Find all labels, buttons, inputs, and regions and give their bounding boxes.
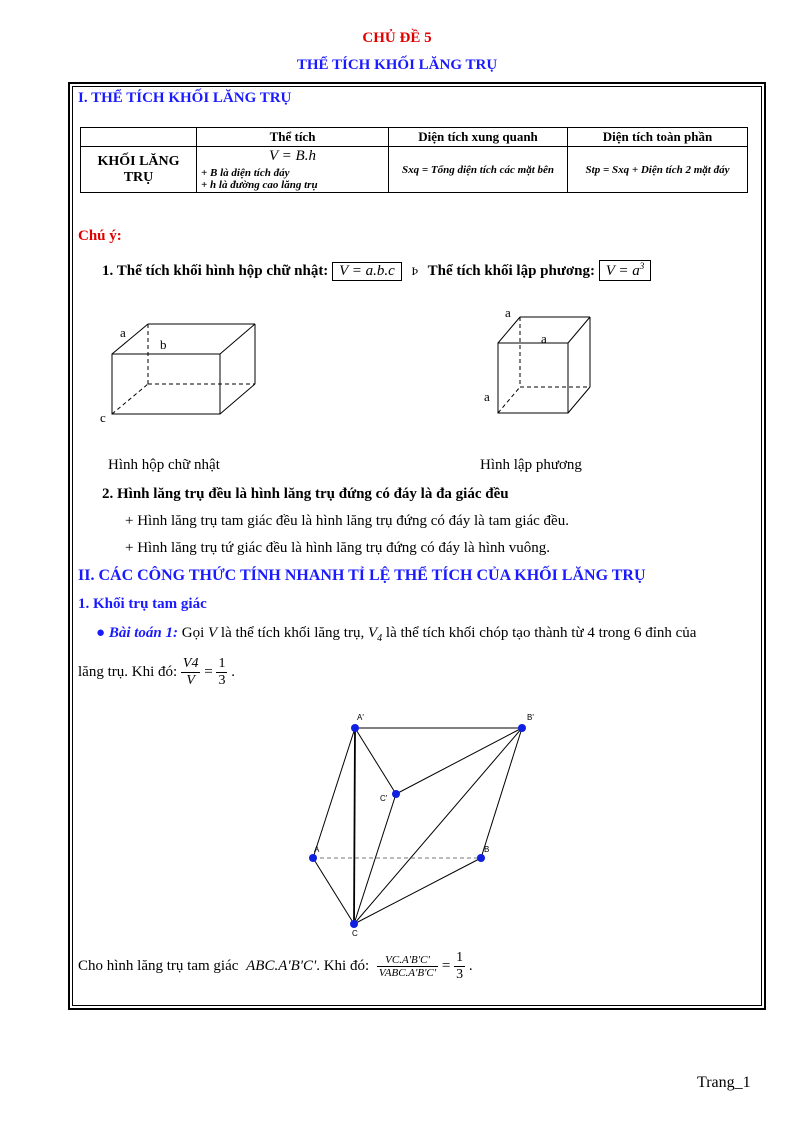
problem1-text-3: là thể tích khối chóp tạo thành từ 4 trong 6 đỉnh của	[385, 625, 697, 641]
label-A: A	[314, 845, 320, 854]
section2-sub1: 1. Khối trụ tam giác	[78, 596, 207, 612]
prism-figure	[300, 708, 550, 938]
ratio-equals: =	[204, 664, 213, 680]
ratio-one-third: $\frac{1}{3}$	[218, 656, 226, 688]
cube-label-left: a	[484, 389, 490, 404]
vertex-A	[309, 854, 317, 862]
caption-box: Hình hộp chữ nhật	[108, 457, 220, 473]
table-cell-lateral: Sxq = Tổng diện tích các mặt bên	[389, 147, 568, 193]
table-header-volume: Thể tích	[197, 128, 389, 147]
conclusion-line: Cho hình lăng trụ tam giác ABC.A'B'C'. Khi đó: $\frac{VC.A'B'C'}{\text{VABC.A'B'C'}}$ = $\frac{1}{3}$ .	[78, 950, 473, 982]
bullet-icon: ●	[96, 625, 106, 641]
note-item2-square: + Hình lăng trụ tứ giác đều là hình lăng trụ đứng có đáy là hình vuông.	[125, 540, 551, 556]
problem1-line2: lăng trụ. Khi đó: $\frac{V4}{V}$ = $\frac{1}{3}$ .	[78, 656, 235, 688]
problem1-label: Bài toán 1:	[108, 625, 178, 641]
table-cell-volume	[197, 147, 389, 193]
problem1-text-2: là thể tích khối lăng trụ,	[220, 625, 365, 641]
ratio-v4-v: $\frac{V4}{V}$	[182, 656, 199, 688]
problem1-V4: $V_4$	[367, 625, 383, 644]
note-item1-cube-text: Thể tích khối lập phương:	[427, 263, 596, 279]
vertex-C	[350, 920, 358, 928]
cube-label-inner: a	[541, 331, 547, 346]
vertex-B1	[518, 724, 526, 732]
table-header-empty	[81, 128, 197, 147]
page-title: THỂ TÍCH KHỐI LĂNG TRỤ	[296, 57, 498, 73]
table-row-label: KHỐI LĂNG TRỤ	[81, 147, 197, 193]
volume-table	[80, 127, 748, 193]
conclusion-ratio: $\frac{VC.A'B'C'}{\text{VABC.A'B'C'}}$	[378, 954, 437, 979]
cube-volume-formula: $V = a^3$	[599, 260, 652, 281]
label-B: B	[484, 845, 490, 854]
problem1-line1	[96, 625, 756, 644]
section2-heading: II. CÁC CÔNG THỨC TÍNH NHANH TỈ LỆ THỂ TÍCH CỦA KHỐI LĂNG TRỤ	[78, 567, 646, 584]
label-C1: C'	[380, 794, 388, 803]
note-label: Chú ý:	[78, 228, 122, 244]
conclusion-prism: ABC.A'B'C'	[246, 958, 317, 974]
cube-outline	[492, 310, 592, 415]
box-volume-formula: V = a.b.c	[332, 262, 402, 281]
section1-heading: I. THỂ TÍCH KHỐI LĂNG TRỤ	[78, 90, 292, 106]
note-item1	[102, 260, 651, 281]
cube-label-top: a	[505, 305, 511, 320]
box-label-a: a	[120, 325, 126, 340]
problem1-text-1: Gọi	[181, 625, 205, 641]
caption-cube: Hình lập phương	[480, 457, 582, 473]
implies-symbol: Þ	[411, 264, 419, 278]
conclusion-text: Cho hình lăng trụ tam giác	[78, 958, 239, 974]
note-item2-triangle: + Hình lăng trụ tam giác đều là hình lăng trụ đứng có đáy là tam giác đều.	[125, 513, 569, 529]
table-header-total: Diện tích toàn phần	[568, 128, 748, 147]
vertex-A1	[351, 724, 359, 732]
problem1-V: V	[208, 625, 218, 641]
table-header-lateral: Diện tích xung quanh	[389, 128, 568, 147]
volume-note-base: + B là diện tích đáy	[201, 167, 290, 179]
topic-label: CHỦ ĐỀ 5	[362, 30, 432, 46]
page-number: Trang_1	[697, 1074, 751, 1091]
label-C: C	[352, 929, 358, 938]
note-item1-text: 1. Thể tích khối hình hộp chữ nhật:	[102, 263, 329, 279]
box-label-b: b	[160, 337, 167, 352]
label-B1: B'	[527, 713, 534, 722]
label-A1: A'	[357, 713, 364, 722]
conclusion-text2: . Khi đó:	[316, 958, 370, 974]
volume-note-height: + h là đường cao lăng trụ	[201, 179, 318, 191]
table-cell-total: Stp = Sxq + Diện tích 2 mặt đáy	[568, 147, 748, 193]
vertex-B	[477, 854, 485, 862]
problem1-line2-text: lăng trụ. Khi đó:	[78, 664, 178, 680]
note-item2: 2. Hình lăng trụ đều là hình lăng trụ đứng có đáy là đa giác đều	[102, 486, 509, 502]
vertex-C1	[392, 790, 400, 798]
conclusion-one-third: $\frac{1}{3}$	[456, 950, 464, 982]
volume-formula: V = B.h	[269, 148, 316, 164]
box-label-c: c	[100, 410, 106, 425]
